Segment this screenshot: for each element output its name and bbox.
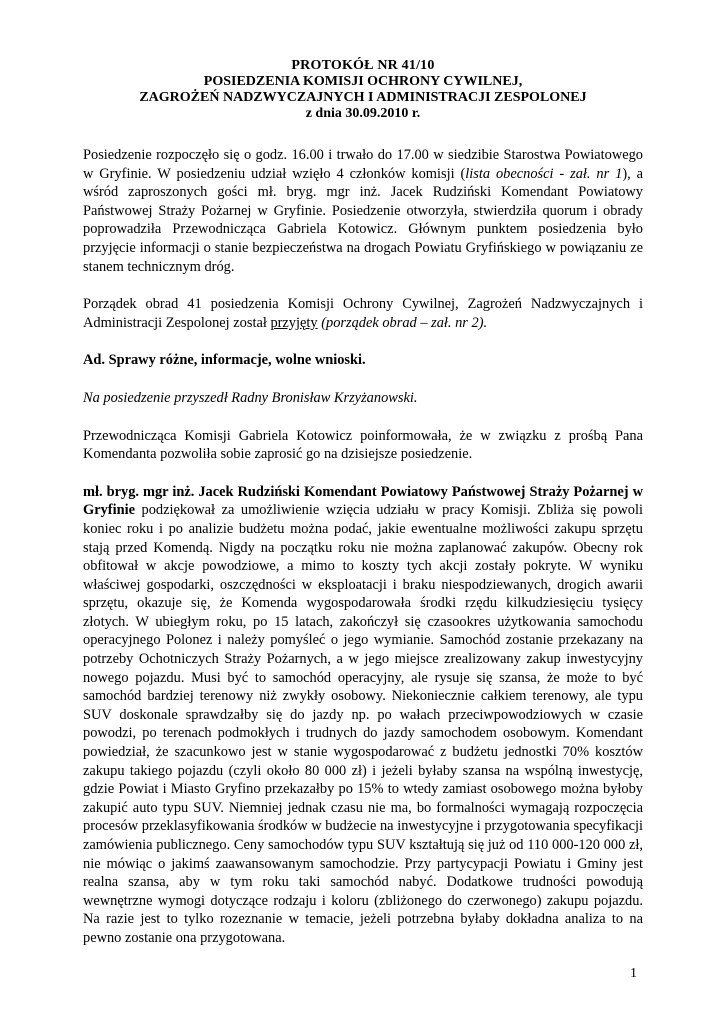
document-page — [83, 58, 643, 948]
header-line-2: POSIEDZENIA KOMISJI OCHRONY CYWILNEJ, — [203, 74, 523, 89]
protocol-date: z dnia 30.09.2010 r. — [305, 106, 421, 121]
underlined-word: przyjęty — [270, 314, 318, 331]
protocol-number: PROTOKÓŁ NR 41/10 — [291, 58, 435, 73]
paragraph-opening — [83, 146, 643, 276]
section-heading — [83, 351, 643, 370]
text-run: Posiedzenie rozpoczęło się o godz. 16.00 i trwało do 17.00 w siedzibie Starostwa Powiatowego w Gryfinie. W posiedzeniu udział wzięło 4 członków komisji ( — [83, 147, 643, 182]
paragraph-note — [83, 389, 643, 408]
note-text: Na posiedzenie przyszedł Radny Bronisław Krzyżanowski. — [83, 389, 418, 406]
section-heading-text: Ad. Sprawy różne, informacje, wolne wnioski. — [83, 352, 366, 369]
paragraph-commander — [83, 483, 643, 948]
speaker-name: mł. bryg. mgr inż. Jacek Rudziński Komendant Powiatowy Państwowej Straży Pożarnej w Gryfinie — [83, 483, 643, 519]
attachment-ref: (porządek obrad – zał. nr 2). — [321, 314, 488, 331]
paragraph-agenda — [83, 295, 643, 332]
attachment-ref: lista obecności - zał. nr 1 — [465, 165, 623, 182]
text-run: ), a wśród zaproszonych gości mł. bryg. mgr inż. Jacek Rudziński Komendant Powiatowy Państwowej Straży Pożarnej w Gryfinie. Posiedzenie otworzyła, stwierdziła quorum i obrady poprowadziła Przewodnicząca Gabriela Kotowicz. Głównym punktem posiedzenia było przyjęcie informacji o stanie bezpieczeństwa na drogach Powiatu Gryfińskiego w powiązaniu ze stanem technicznym dróg. — [83, 165, 643, 275]
page-number: 1 — [630, 966, 637, 981]
document-header — [83, 58, 643, 122]
header-line-3: ZAGROŻEŃ NADZWYCZAJNYCH I ADMINISTRACJI ZESPOLONEJ — [139, 90, 587, 105]
paragraph-chair: Przewodnicząca Komisji Gabriela Kotowicz poinformowała, że w związku z prośbą Pana Komendanta pozwoliła sobie zaprosić go na dzisiejsze posiedzenie. — [83, 427, 643, 463]
text-run: podziękował za umożliwienie wzięcia udziału w pracy Komisji. Zbliża się powoli koniec roku i po analizie budżetu można podać, jakie ewentualne możliwości zakupu sprzętu stają przed Komendą. Nigdy na początku roku nie można zaplanować zakupów. Obecny rok obfitował w akcje powodziowe, a mimo to koszty tych akcji zostały pokryte. W wyniku właściwej gospodarki, oszczędności w eksploatacji i braku niespodziewanych, drogich awarii sprzętu, okazuje się, że Komenda wygospodarowała środki rzędu kilkudziesięciu tysięcy złotych. W ubiegłym roku, po 15 latach, zakończył się czasookres użytkowania samochodu operacyjnego Polonez i należy pomyśleć o jego wymianie. Samochód zostanie przekazany na potrzeby Ochotniczych Straży Pożarnych, a w jego miejsce zrealizowany zakup inwestycyjny nowego pojazdu. Musi być to samochód operacyjny, ale rysuje się szansa, że może to być samochód bardziej terenowy niż zwykły osobowy. Niekoniecznie całkiem terenowy, ale typu SUV doskonale sprawdzałby się do jazdy np. po wałach przeciwpowodziowych w czasie powodzi, po terenach podmokłych i trudnych do jazdy samochodem osobowym. Komendant powiedział, że szacunkowo jest w stanie wygospodarować z budżetu jednostki 70% kosztów zakupu takiego pojazdu (czyli około 80 000 zł) i jeżeli byłaby szansa na wspólną inwestycję, gdzie Powiat i Miasto Gryfino przekazałby po 15% to wtedy zamiast osobowego można byłoby zakupić auto typu SUV. Niemniej jednak czasu nie ma, bo formalności wymagają rozpoczęcia procesów przeklasyfikowania środków w budżecie na inwestycyjne i przygotowania specyfikacji zamówienia publicznego. Ceny samochodów typu SUV kształtują się już od 110 000-120 000 zł, nie mówiąc o jakimś zaawansowanym samochodzie. Przy partycypacji Powiatu i Gminy jest realna szansa, aby w tym roku taki samochód nabyć. Dodatkowe trudności powodują wewnętrzne wymogi dotyczące rodzaju i koloru (zbliżonego do czerwonego) zakupu pojazdu. Na razie jest to tylko rozeznanie w temacie, jeżeli potrzebna byłaby dokładna analiza to na pewno zostanie ona przygotowana. — [83, 502, 643, 946]
text-run: Porządek obrad 41 posiedzenia Komisji Ochrony Cywilnej, Zagrożeń Nadzwyczajnych i Administracji Zespolonej został — [83, 296, 643, 331]
